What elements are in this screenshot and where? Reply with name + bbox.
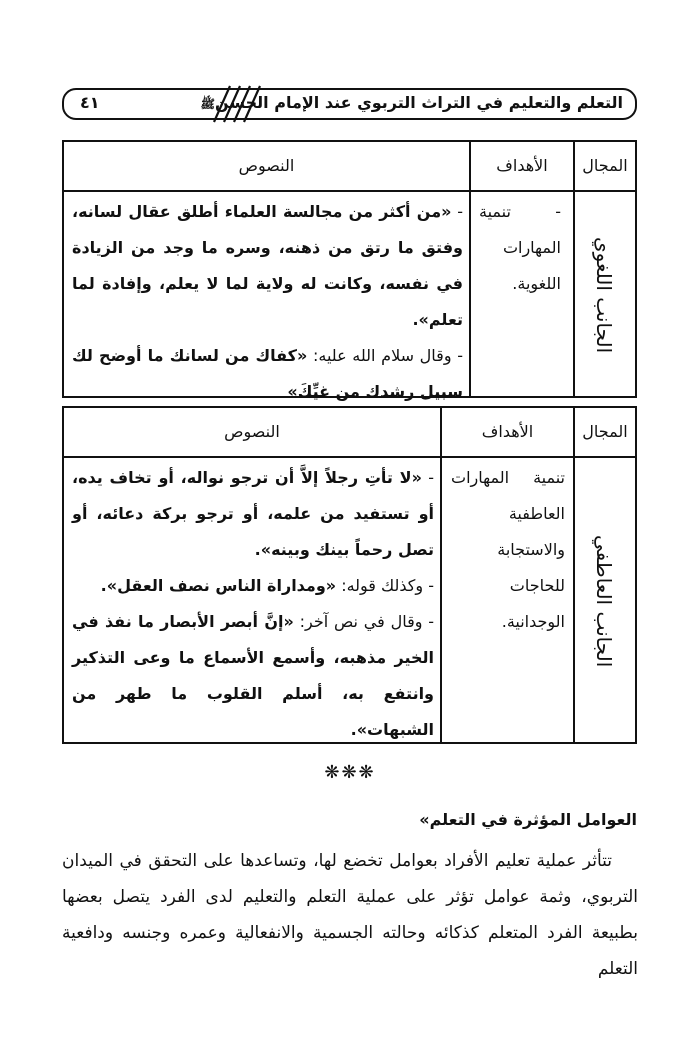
text-quote: «لا تأتِ رجلاً إلاَّ أن ترجو نواله، أو تخاف يده، أو تستفيد من علمه، أو ترجو بركة دعائه، أو تصل رحماً بينك وبينه». bbox=[72, 468, 434, 559]
section-heading: العوامل المؤثرة في التعلم» bbox=[419, 810, 637, 829]
goal-line: تنمية المهارات bbox=[451, 468, 565, 487]
section-separator: ❋❋❋ bbox=[324, 762, 376, 783]
page-number: ٤١ bbox=[80, 93, 100, 112]
field-cell bbox=[575, 460, 633, 742]
text-item bbox=[72, 604, 434, 748]
table-linguistic bbox=[62, 140, 637, 401]
column-divider bbox=[440, 408, 442, 742]
header-goals: الأهداف bbox=[481, 422, 534, 441]
running-header bbox=[62, 88, 637, 120]
header-goals: الأهداف bbox=[496, 156, 548, 175]
header-field: المجال bbox=[582, 156, 628, 175]
header-texts: النصوص bbox=[238, 156, 295, 175]
field-label: الجانب العاطفي bbox=[592, 534, 616, 668]
text-quote: «كفاك من لسانك ما أوضح لك سبيل رشدك من غيِّكَ» bbox=[72, 346, 463, 401]
text-item bbox=[72, 568, 434, 604]
goal-line: العاطفية bbox=[508, 504, 565, 523]
text-item bbox=[72, 460, 434, 568]
table-emotional bbox=[62, 406, 637, 744]
text-quote: «من أكثر من مجالسة العلماء أطلق عقال لسانه، وفتق ما رتق من ذهنه، وسره ما وجد من الزيادة في نفسه، وكانت له ولاية لما لا يعلم، وإفادة لما تعلم». bbox=[72, 202, 463, 329]
body-paragraph bbox=[62, 843, 638, 987]
goal-line: - تنمية bbox=[479, 202, 561, 221]
text-item bbox=[72, 194, 463, 338]
text-lead: - bbox=[451, 202, 464, 221]
text-item bbox=[72, 338, 463, 410]
field-cell bbox=[575, 194, 633, 396]
honorific-symbol: ﷺ bbox=[200, 97, 215, 111]
goal-line: والاستجابة bbox=[497, 540, 565, 559]
header-texts: النصوص bbox=[224, 422, 280, 441]
goal-line: المهارات bbox=[502, 238, 561, 257]
text-lead: - وقال في نص آخر: bbox=[293, 612, 435, 631]
texts-cell bbox=[72, 460, 434, 748]
text-quote: «إنَّ أبصر الأبصار ما نفذ في الخير مذهبه، وأسمع الأسماع ما وعى التذكير وانتفع به، أسلم القلوب ما طهر من الشبهات». bbox=[72, 612, 434, 739]
text-lead: - وكذلك قوله: bbox=[336, 576, 434, 595]
goal-line: للحاجات bbox=[509, 576, 565, 595]
goal-line: الوجدانية. bbox=[501, 612, 565, 631]
text-lead: - وقال سلام الله عليه: bbox=[307, 346, 463, 365]
text-quote: «ومداراة الناس نصف العقل». bbox=[100, 576, 337, 595]
header-field: المجال bbox=[582, 422, 628, 441]
paragraph-text: تتأثر عملية تعليم الأفراد بعوامل تخضع لها، وتساعدها على التحقق في الميدان التربوي، وثمة عوامل تؤثر على عملية التعلم والتعليم لدى الفرد يتصل بعضها بطبيعة الفرد المتعلم كذكائه وحالته الجسمية والانفعالية وعمره وجنسه ودافعية التعلم bbox=[62, 851, 638, 979]
header-title bbox=[200, 93, 623, 114]
column-divider bbox=[469, 142, 471, 396]
header-title-text: التعلم والتعليم في التراث التربوي عند الإمام الحسن bbox=[214, 93, 623, 112]
header-slash-ornament bbox=[192, 84, 262, 124]
goal-line: اللغوية. bbox=[512, 274, 561, 293]
texts-cell bbox=[72, 194, 463, 410]
field-label: الجانب اللغوي bbox=[592, 236, 616, 354]
text-lead: - bbox=[421, 468, 435, 487]
